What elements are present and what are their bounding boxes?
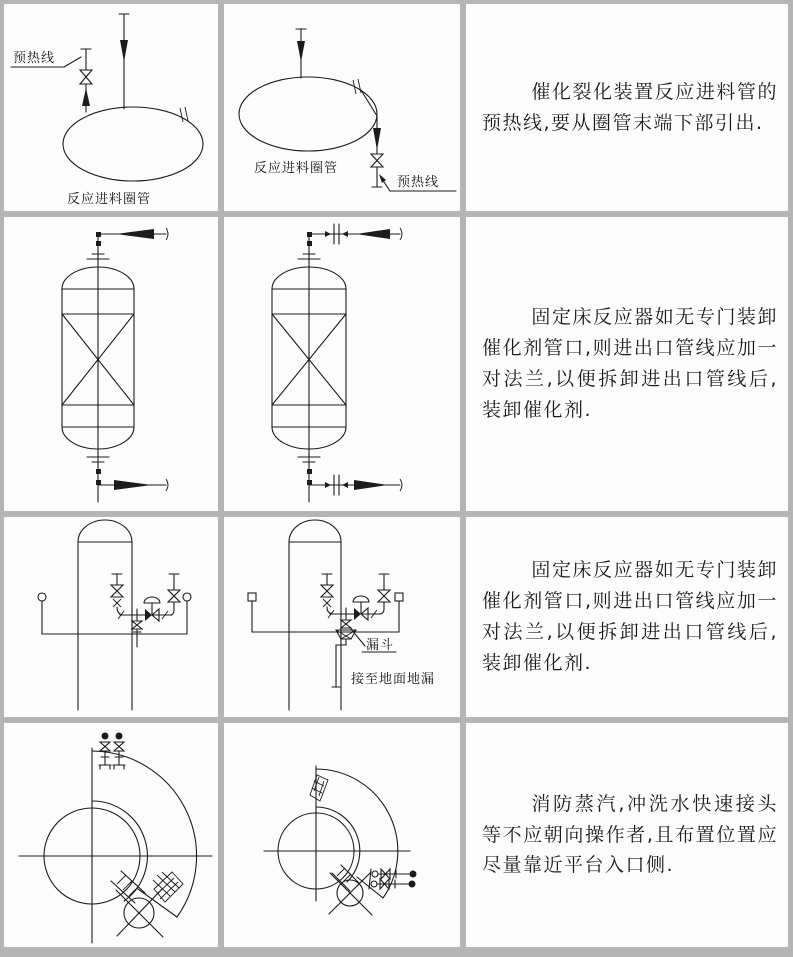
sample-line [38, 593, 191, 634]
cell-row1-diagram-left [4, 4, 218, 211]
valve-icon [80, 70, 92, 84]
flow-arrow-right-icon [354, 480, 388, 490]
platform-plan-wrong [4, 723, 218, 947]
drain-funnel-plan [329, 865, 372, 915]
feed-line [119, 14, 129, 109]
feed-coil-diagram-wrong [4, 4, 218, 211]
reactor-diagram-wrong [4, 217, 218, 511]
control-valve-icon [144, 597, 160, 621]
platform-plan-right [224, 723, 460, 947]
preheat-line-label: 预热线 [13, 51, 56, 66]
cell-row3-diagram-right [224, 517, 460, 717]
preheat-label-group [379, 174, 456, 191]
inlet-pipe [98, 228, 168, 240]
quick-connect-icon [372, 869, 417, 879]
preheat-label-group [11, 50, 81, 67]
outlet-pipe-with-flange-pair [309, 475, 402, 495]
cell-row4-diagram-left [4, 723, 218, 947]
note-text-row1: 催化裂化装置反应进料管的预热线,要从圈管末端下部引出. [482, 80, 778, 134]
valve-icon [111, 585, 123, 597]
cell-row1-diagram-right [224, 4, 460, 211]
sample-point-icon [38, 593, 46, 601]
valve-icon [168, 590, 180, 602]
cell-row3-note [466, 517, 788, 717]
flow-arrow-down-icon [297, 41, 305, 62]
quick-connect-valves [99, 733, 125, 770]
column-vessel [289, 520, 341, 710]
table-grid [4, 4, 788, 947]
flow-arrow-up-icon [82, 88, 90, 106]
sample-line [248, 593, 403, 632]
leader-arrow-icon [379, 174, 386, 183]
cell-row2-diagram-left [4, 217, 218, 511]
funnel-label: 漏斗 [366, 638, 395, 653]
flow-arrow-left-icon [116, 229, 154, 239]
platform-inner-edge [92, 801, 147, 901]
sample-point-icon [395, 593, 403, 601]
flow-arrow-left-icon [356, 229, 390, 239]
pipe-break-icon [353, 79, 361, 94]
note-text-row2: 固定床反应器如无专门装卸催化剂管口,则进出口管线应加一对法兰,以便拆卸进出口管线后,装卸催化剂. [482, 306, 778, 421]
preheat-branch [80, 49, 92, 112]
flow-arrow-down-icon [373, 128, 381, 150]
floor-drain-label: 接至地面地漏 [351, 672, 436, 687]
reactor-diagram-right [224, 217, 460, 511]
drain-manifold [111, 574, 180, 647]
note-text-row3: 固定床反应器如无专门装卸催化剂管口,则进出口管线应加一对法兰,以便拆卸进出口管线后,装卸催化剂. [482, 559, 778, 674]
preheat-line-label: 预热线 [397, 175, 440, 190]
drain-valve-icon [341, 620, 351, 628]
quick-connect-icon [99, 733, 111, 770]
valve-icon [371, 154, 383, 167]
cell-row4-note [466, 723, 788, 947]
feed-coil-label: 反应进料圈管 [67, 192, 152, 207]
valve-icon [378, 590, 390, 602]
feed-coil-label: 反应进料圈管 [254, 161, 339, 176]
coil-ring-pipe [239, 77, 377, 151]
quick-connect-icon [113, 733, 125, 770]
flow-arrow-down-icon [120, 40, 128, 62]
cell-row4-diagram-right [224, 723, 460, 947]
drain-valve-icon [132, 621, 142, 629]
cell-row2-note [466, 217, 788, 511]
preheat-branch [361, 90, 383, 187]
cell-row3-diagram-left [4, 517, 218, 717]
cell-row1-note [466, 4, 788, 211]
valve-icon [321, 585, 333, 597]
sample-point-icon [183, 593, 191, 601]
feed-line [296, 29, 306, 78]
note-text-row4: 消防蒸汽,冲洗水快速接头等不应朝向操作者,且布置位置应尽量靠近平台入口侧. [482, 792, 778, 877]
feed-coil-diagram-right [224, 4, 460, 211]
platform-outer-edge [316, 769, 398, 898]
drain-manifold-diagram-wrong [4, 517, 218, 717]
drain-manifold [321, 574, 390, 628]
control-valve-icon [353, 596, 369, 620]
quick-connect-icon [371, 879, 416, 889]
drain-manifold-diagram-right [224, 517, 460, 717]
cell-row2-diagram-right [224, 217, 460, 511]
drain-funnel-plan [111, 871, 163, 937]
funnel-label-group [351, 629, 396, 653]
inlet-pipe-with-flange-pair [309, 224, 402, 244]
ladder-hatch [310, 775, 328, 801]
outlet-pipe [98, 479, 168, 491]
ladder-hatch [153, 872, 183, 902]
sample-point-icon [248, 593, 256, 601]
flow-arrow-right-icon [114, 480, 152, 490]
